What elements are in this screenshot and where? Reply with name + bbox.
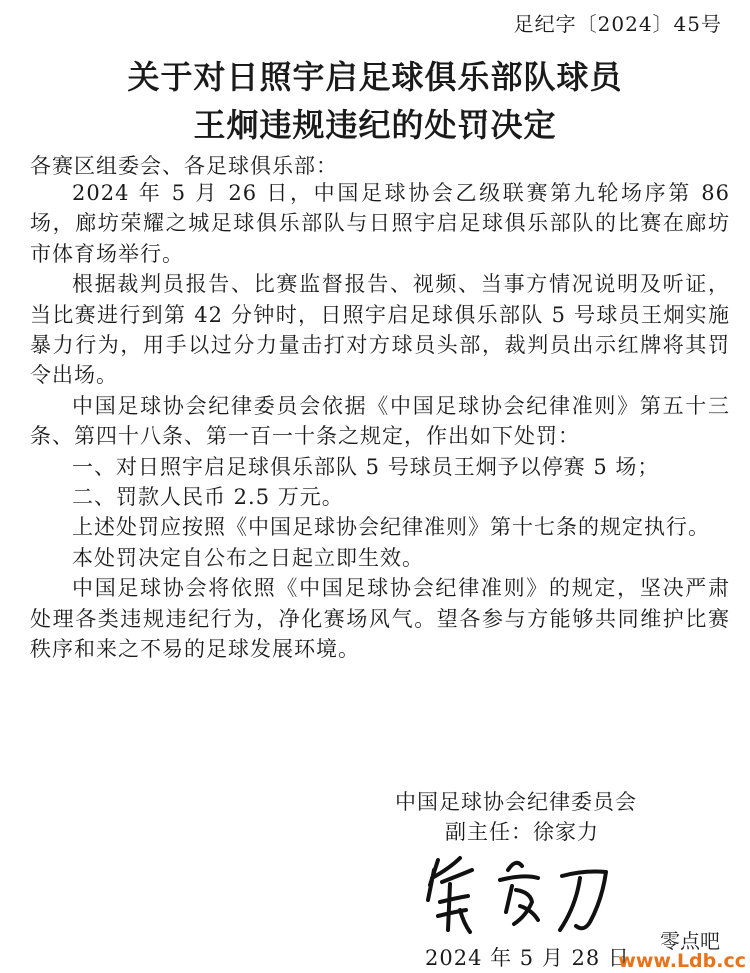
document-title-line-1: 关于对日照宇启足球俱乐部队球员 xyxy=(127,58,623,96)
document-title-line-2: 王炯违规违纪的处罚决定 xyxy=(193,106,557,144)
paragraph-closing: 中国足球协会将依照《中国足球协会纪律准则》的规定，坚决严肃处理各类违规违纪行为，净化赛场风气。望各参与方能够共同维护比赛秩序和来之不易的足球发展环境。 xyxy=(30,576,730,662)
paragraph-effective: 本处罚决定自公布之日起立即生效。 xyxy=(72,545,424,570)
paragraph-execution: 上述处罚应按照《中国足球协会纪律准则》第十七条的规定执行。 xyxy=(72,515,710,540)
watermark-url: www.Ldb.cc xyxy=(618,950,746,972)
document-body xyxy=(30,178,730,665)
paragraph-match-info: 2024 年 5 月 26 日，中国足球协会乙级联赛第九轮场序第 86 场，廊坊荣耀之城足球俱乐部队与日照宇启足球俱乐部队的比赛在廊坊市体育场举行。 xyxy=(30,181,730,266)
handwritten-signature xyxy=(420,840,620,940)
signoff-date: 2024 年 5 月 28 日 xyxy=(425,946,630,970)
paragraph-basis: 中国足球协会纪律委员会依据《中国足球协会纪律准则》第五十三条、第四十八条、第一百一十条之规定，作出如下处罚： xyxy=(30,393,730,449)
paragraph-incident: 根据裁判员报告、比赛监督报告、视频、当事方情况说明及听证，当比赛进行到第 42 分钟时，日照宇启足球俱乐部队 5 号球员王炯实施暴力行为，用手以过分力量击打对方球员头部，裁判员出示红牌将其罚令出场。 xyxy=(30,272,730,388)
signoff-organization: 中国足球协会纪律委员会 xyxy=(395,790,637,814)
watermark-name: 零点吧 xyxy=(660,929,720,953)
signoff-deputy: 副主任：徐家力 xyxy=(445,820,599,844)
paragraph-penalty-suspension: 一、对日照宇启足球俱乐部队 5 号球员王炯予以停赛 5 场； xyxy=(72,454,660,479)
document-number: 足纪字〔2024〕45号 xyxy=(513,12,722,36)
addressee: 各赛区组委会、各足球俱乐部： xyxy=(30,154,338,178)
paragraph-penalty-fine: 二、罚款人民币 2.5 万元。 xyxy=(72,485,344,510)
